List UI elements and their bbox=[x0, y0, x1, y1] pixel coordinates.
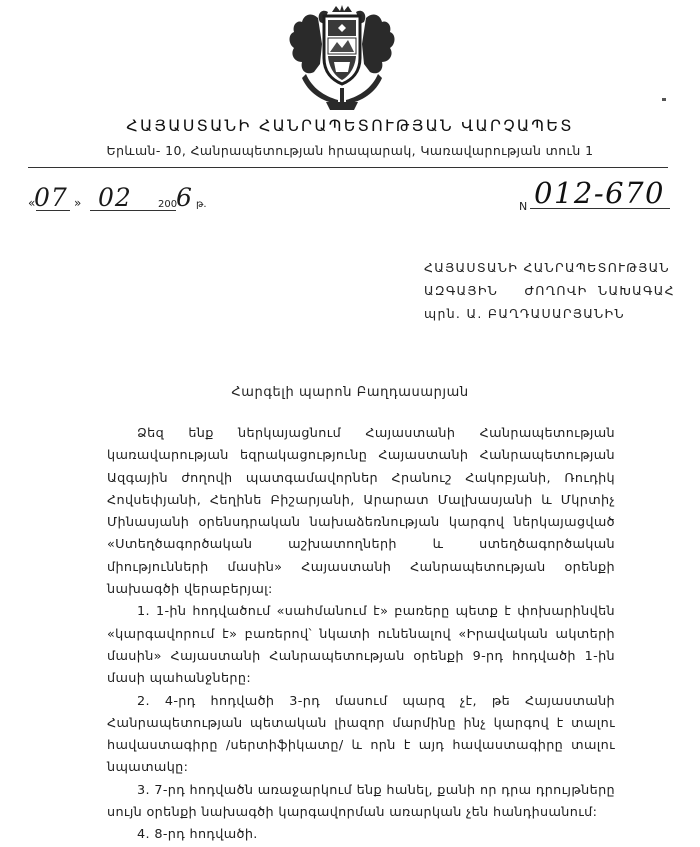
number-label: N bbox=[519, 200, 528, 213]
government-address: Երևան- 10, Հանրապետության հրապարակ, Կառավարության տուն 1 bbox=[106, 143, 594, 158]
addressee-line-2: ԱԶԳԱՅԻՆ ԺՈՂՈՎԻ ՆԱԽԱԳԱՀ bbox=[424, 283, 675, 298]
letter-body bbox=[107, 423, 615, 847]
date-year-prefix: 200 bbox=[158, 199, 178, 210]
date-month-underline bbox=[90, 210, 176, 211]
addressee-line-1: ՀԱՅԱՍՏԱՆԻ ՀԱՆՐԱՊԵՏՈՒԹՅԱՆ bbox=[424, 260, 670, 275]
scan-speck bbox=[662, 98, 666, 101]
header-divider bbox=[28, 167, 668, 168]
date-month: 02 bbox=[98, 183, 132, 212]
date-year-abbr: թ. bbox=[196, 199, 207, 210]
number-underline bbox=[530, 208, 670, 209]
salutation: Հարգելի պարոն Բաղդասարյան bbox=[231, 385, 469, 400]
body-paragraph-intro: Ձեզ ենք ներկայացնում Հայաստանի Հանրապետության կառավարության եզրակացությունը Հայաստանի Հանրապետության Ազգային ժողովի պատգամավորներ Հրանուշ Հակոբյանի, Ռուդիկ Հովսեփյանի, Հեղինե Բիշարյանի, Արարատ Մալխասյանի և Մկրտիչ Մինասյանի օրենսդրական նախաձեռնության կարգով ներկայացված «Ստեղծագործական աշխատողների և ստեղծագործական միությունների մասին» Հայաստանի Հանրապետության օրենքի նախագծի վերաբերյալ: bbox=[107, 426, 615, 598]
date-line bbox=[28, 180, 328, 220]
addressee-line-3: պրն. Ա. ԲԱՂԴԱՍԱՐՅԱՆԻՆ bbox=[424, 306, 625, 321]
coat-of-arms-emblem bbox=[282, 4, 402, 112]
date-close-quote: » bbox=[74, 196, 82, 210]
addressee-block bbox=[424, 256, 694, 325]
document-number: 012-670 bbox=[534, 176, 666, 210]
date-day-underline bbox=[36, 210, 70, 211]
body-paragraph-item-3: 3. 7-րդ հոդվածն առաջարկում ենք հանել, քանի որ դրա դրույթները սույն օրենքի նախագծի կարգավորման առարկան չեն հանդիսանում: bbox=[107, 782, 615, 821]
date-day: 07 bbox=[34, 183, 68, 212]
government-title: ՀԱՅԱՍՏԱՆԻ ՀԱՆՐԱՊԵՏՈՒԹՅԱՆ ՎԱՐՉԱՊԵՏ bbox=[126, 116, 574, 135]
date-year-suffix: 6 bbox=[176, 183, 193, 212]
body-paragraph-item-2: 2. 4-րդ հոդվածի 3-րդ մասում պարզ չէ, թե Հայաստանի Հանրապետության պետական լիազոր մարմինը ինչ կարգով է տալու հավաստագիրը /սերտիֆիկատը/ և որն է այդ հավաստագիրը տալու նպատակը: bbox=[107, 693, 615, 776]
date-open-quote: « bbox=[28, 196, 36, 210]
body-paragraph-item-4: 4. 8-րդ հոդվածի. bbox=[137, 827, 258, 843]
body-paragraph-item-1: 1. 1-ին հոդվածում «սահմանում է» բառերը պետք է փոխարինվեն «կարգավորում է» բառերով՝ նկատի ունենալով «Իրավական ակտերի մասին» Հայաստանի Հանրապետության օրենքի 9-րդ հոդվածի 1-ին մասի պահանջները: bbox=[107, 604, 615, 687]
